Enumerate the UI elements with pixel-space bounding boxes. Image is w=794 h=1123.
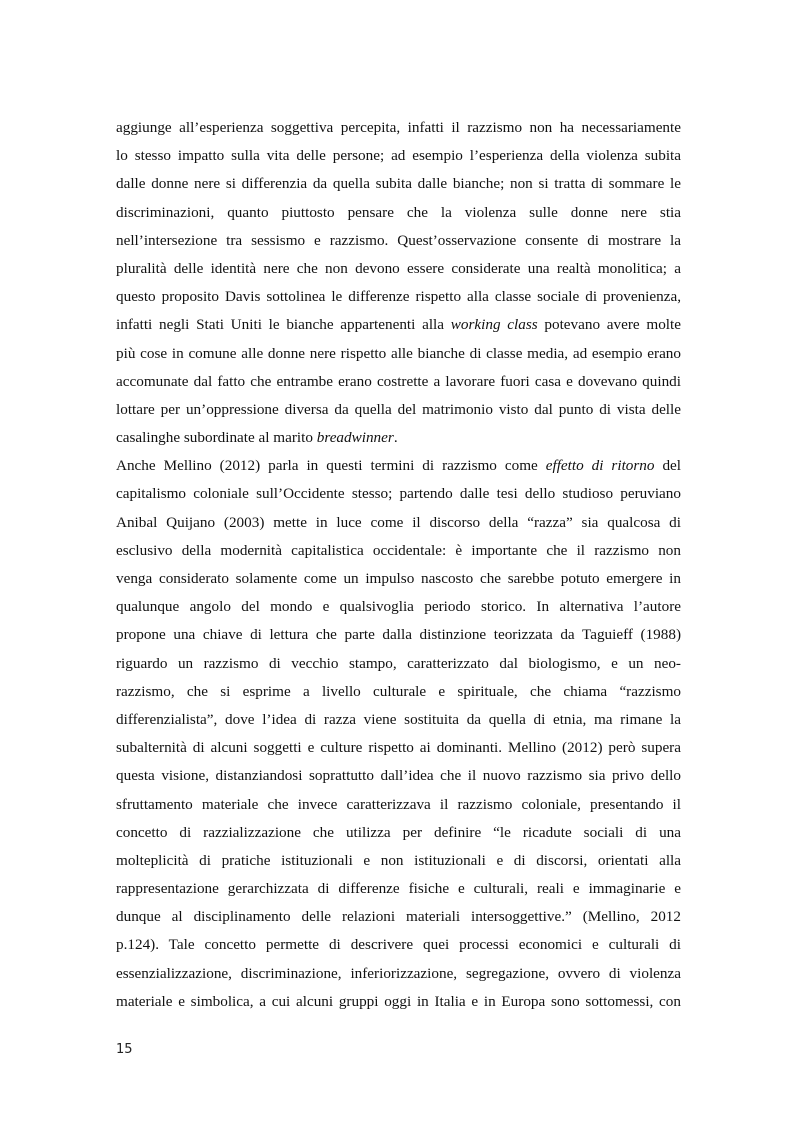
text-line: p.124). Tale concetto permette di descrivere quei processi economici e culturali di	[116, 936, 681, 954]
text-line	[116, 424, 681, 452]
text-line: lottare per un’oppressione diversa da quella del matrimonio visto dal punto di vista delle	[116, 400, 681, 418]
text-line: lo stesso impatto sulla vita delle persone; ad esempio l’esperienza della violenza subita	[116, 147, 681, 165]
text-line	[116, 452, 681, 480]
text-line: subalternità di alcuni soggetti e culture rispetto ai dominanti. Mellino (2012) però supera	[116, 739, 681, 757]
text-line	[116, 311, 681, 339]
text-line: propone una chiave di lettura che parte dalla distinzione teorizzata da Taguieff (1988)	[116, 626, 681, 644]
text-line: discriminazioni, quanto piuttosto pensare che la violenza sulle donne nere stia	[116, 203, 681, 221]
text-line: materiale e simbolica, a cui alcuni gruppi oggi in Italia e in Europa sono sottomessi, con	[116, 992, 681, 1010]
paragraph-1	[116, 114, 681, 452]
text-line: razzismo, che si esprime a livello culturale e spirituale, che chiama “razzismo	[116, 682, 681, 700]
text-run: infatti negli Stati Uniti le bianche appartenenti alla	[116, 316, 451, 334]
text-line: accomunate dal fatto che entrambe erano costrette a lavorare fuori casa e dovevano quindi	[116, 372, 681, 390]
text-line: nell’intersezione tra sessismo e razzismo. Quest’osservazione consente di mostrare la	[116, 231, 681, 249]
text-run: del	[654, 457, 682, 475]
italic-term: working class	[450, 316, 538, 334]
text-line: sfruttamento materiale che invece caratterizzava il razzismo coloniale, presentando il	[116, 795, 681, 813]
italic-term: breadwinner	[316, 429, 394, 447]
text-line: pluralità delle identità nere che non devono essere considerate una realtà monolitica; a	[116, 259, 681, 277]
page-number: 15	[116, 1042, 133, 1057]
text-line: capitalismo coloniale sull’Occidente stesso; partendo dalle tesi dello studioso peruviano	[116, 485, 681, 503]
text-run: .	[393, 429, 398, 447]
text-line: concetto di razzializzazione che utilizza per definire “le ricadute sociali di una	[116, 823, 681, 841]
text-line: molteplicità di pratiche istituzionali e non istituzionali e di discorsi, orientati alla	[116, 851, 681, 869]
text-line: questo proposito Davis sottolinea le differenze rispetto alla classe sociale di provenienza,	[116, 288, 681, 306]
text-line: questa visione, distanziandosi soprattutto dall’idea che il nuovo razzismo sia privo dello	[116, 767, 681, 785]
text-line: essenzializzazione, discriminazione, inferiorizzazione, segregazione, ovvero di violenza	[116, 964, 681, 982]
text-line: esclusivo della modernità capitalistica occidentale: è importante che il razzismo non	[116, 541, 681, 559]
text-run: potevano avere molte	[537, 316, 681, 334]
text-line: più cose in comune alle donne nere rispetto alle bianche di classe media, ad esempio erano	[116, 344, 681, 362]
text-line: differenzialista”, dove l’idea di razza viene sostituita da quella di etnia, ma rimane la	[116, 710, 681, 728]
text-run: casalinghe subordinate al marito	[116, 429, 317, 447]
text-line: dunque al disciplinamento delle relazioni materiali intersoggettive.” (Mellino, 2012	[116, 908, 681, 926]
text-line: qualunque angolo del mondo e qualsivoglia periodo storico. In alternativa l’autore	[116, 598, 681, 616]
italic-term: effetto di ritorno	[545, 457, 655, 475]
document-body	[116, 114, 681, 1016]
text-line: rappresentazione gerarchizzata di differenze fisiche e culturali, reali e immaginarie e	[116, 880, 681, 898]
text-line: venga considerato solamente come un impulso nascosto che sarebbe potuto emergere in	[116, 570, 681, 587]
text-line: Anibal Quijano (2003) mette in luce come il discorso della “razza” sia qualcosa di	[116, 513, 681, 531]
paragraph-2	[116, 452, 681, 1016]
text-line: dalle donne nere si differenzia da quella subita dalle bianche; non si tratta di sommare le	[116, 175, 681, 193]
text-run: Anche Mellino (2012) parla in questi termini di razzismo come	[116, 457, 546, 475]
text-line: aggiunge all’esperienza soggettiva percepita, infatti il razzismo non ha necessariamente	[116, 119, 681, 136]
text-line: riguardo un razzismo di vecchio stampo, caratterizzato dal biologismo, e un neo-	[116, 654, 681, 672]
